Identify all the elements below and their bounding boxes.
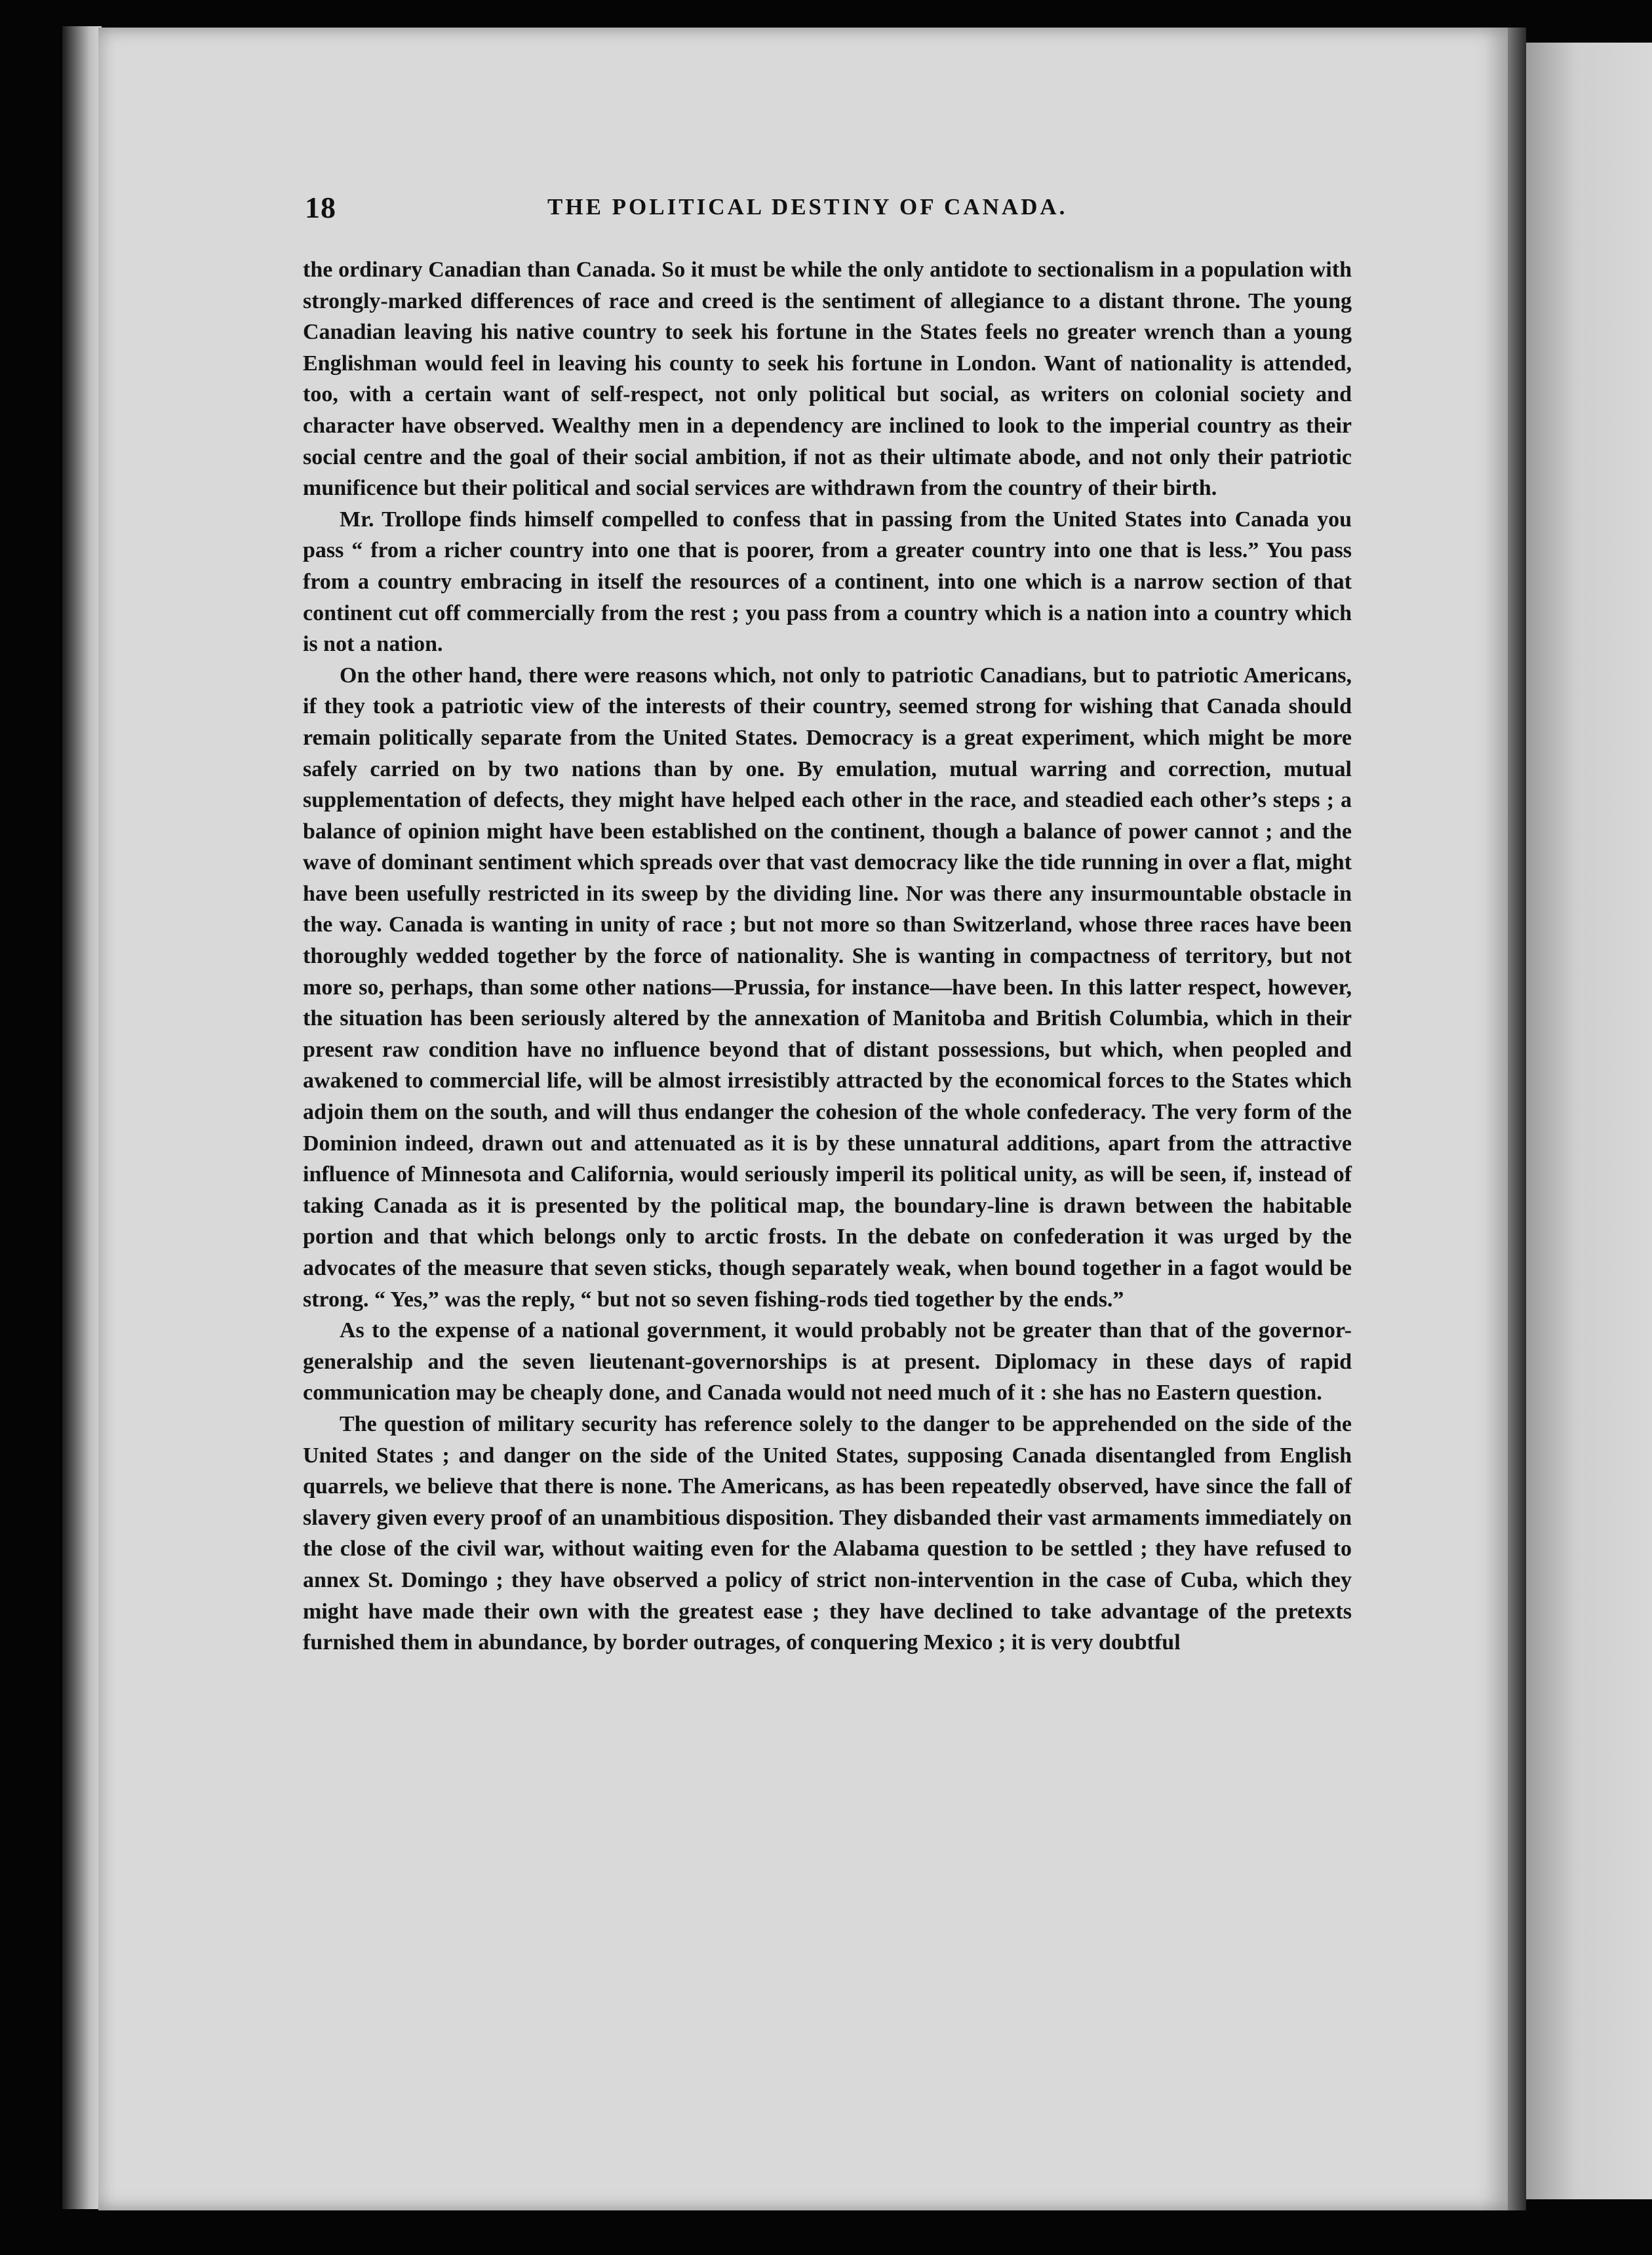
paragraph: Mr. Trollope finds himself compelled to confess that in passing from the United States into Canada you pass “ from a richer country into one that is poorer, from a greater country into one that is less.” You pass from a country embracing in itself the resources of a continent, into one which is a narrow section of that continent cut off commercially from the rest ; you pass from a country which is a nation into a country which is not a nation. <box>303 507 1352 657</box>
page-body-text <box>303 254 1352 1658</box>
page-header <box>305 190 1354 229</box>
running-title: THE POLITICAL DESTINY OF CANADA. <box>547 194 1068 220</box>
book-edge-left <box>62 26 102 2209</box>
paragraph: the ordinary Canadian than Canada. So it must be while the only antidote to sectionalism in a population with strongly-marked differences of race and creed is the sentiment of allegiance to a distant throne. The young Canadian leaving his native country to seek his fortune in the States feels no greater wrench than a young Englishman would feel in leaving his county to seek his fortune in London. Want of nationality is attended, too, with a certain want of self-respect, not only political but social, as writers on colonial society and character have observed. Wealthy men in a dependency are inclined to look to the imperial country as their social centre and the goal of their social ambition, if not as their ultimate abode, and not only their patriotic munificence but their political and social services are withdrawn from the country of their birth. <box>303 258 1352 501</box>
paragraph: As to the expense of a national government, it would probably not be greater than that of the governor-generalship and the seven lieutenant-governorships is at present. Diplomacy in these days of rapid communication may be cheaply done, and Canada would not need much of it : she has no Eastern question. <box>303 1318 1352 1405</box>
page-number: 18 <box>305 191 336 224</box>
paragraph: On the other hand, there were reasons which, not only to patriotic Canadians, but to patriotic Americans, if they took a patriotic view of the interests of their country, seemed strong for wishing that Canada should remain politically separate from the United States. Democracy is a great experiment, which might be more safely carried on by two nations than by one. By emulation, mutual warring and correction, mutual supplementation of defects, they might have helped each other in the race, and steadied each other’s steps ; a balance of opinion might have been established on the continent, though a balance of power cannot ; and the wave of dominant sentiment which spreads over that vast democracy like the tide running in over a flat, might have been usefully restricted in its sweep by the dividing line. Nor was there any insurmountable obstacle in the way. Canada is wanting in unity of race ; but not more so than Switzerland, whose three races have been thoroughly wedded together by the force of nationality. She is wanting in compactness of territory, but not more so, perhaps, than some other nations—Prussia, for instance—have been. In this latter respect, however, the situation has been seriously altered by the annexation of Manitoba and British Columbia, which in their present raw condition have no influence beyond that of distant possessions, but which, when peopled and awakened to commercial life, will be almost irresistibly attracted by the economical forces to the States which adjoin them on the south, and will thus endanger the cohesion of the whole confederacy. The very form of the Dominion indeed, drawn out and attenuated as it is by these unnatural additions, apart from the attractive influence of Minnesota and California, would seriously imperil its political unity, as will be seen, if, instead of taking Canada as it is presented by the political map, the boundary-line is drawn between the habitable portion and that which belongs only to arctic frosts. In the debate on confederation it was urged by the advocates of the measure that seven sticks, though separately weak, when bound together in a fagot would be strong. “ Yes,” was the reply, “ but not so seven fishing-rods tied together by the ends.” <box>303 663 1352 1312</box>
page-gutter <box>1508 28 1526 2210</box>
paragraph: The question of military security has reference solely to the danger to be apprehended on the side of the United States ; and danger on the side of the United States, supposing Canada disentangled from English quarrels, we believe that there is none. The Americans, as has been repeatedly observed, have since the fall of slavery given every proof of an unambitious disposition. They disbanded their vast armaments immediately on the close of the civil war, without waiting even for the Alabama question to be settled ; they have refused to annex St. Domingo ; they have observed a policy of strict non-intervention in the case of Cuba, which they might have made their own with the greatest ease ; they have declined to take advantage of the pretexts furnished them in abundance, by border outrages, of conquering Mexico ; it is very doubtful <box>303 1411 1352 1655</box>
facing-page-edge <box>1526 43 1652 2199</box>
